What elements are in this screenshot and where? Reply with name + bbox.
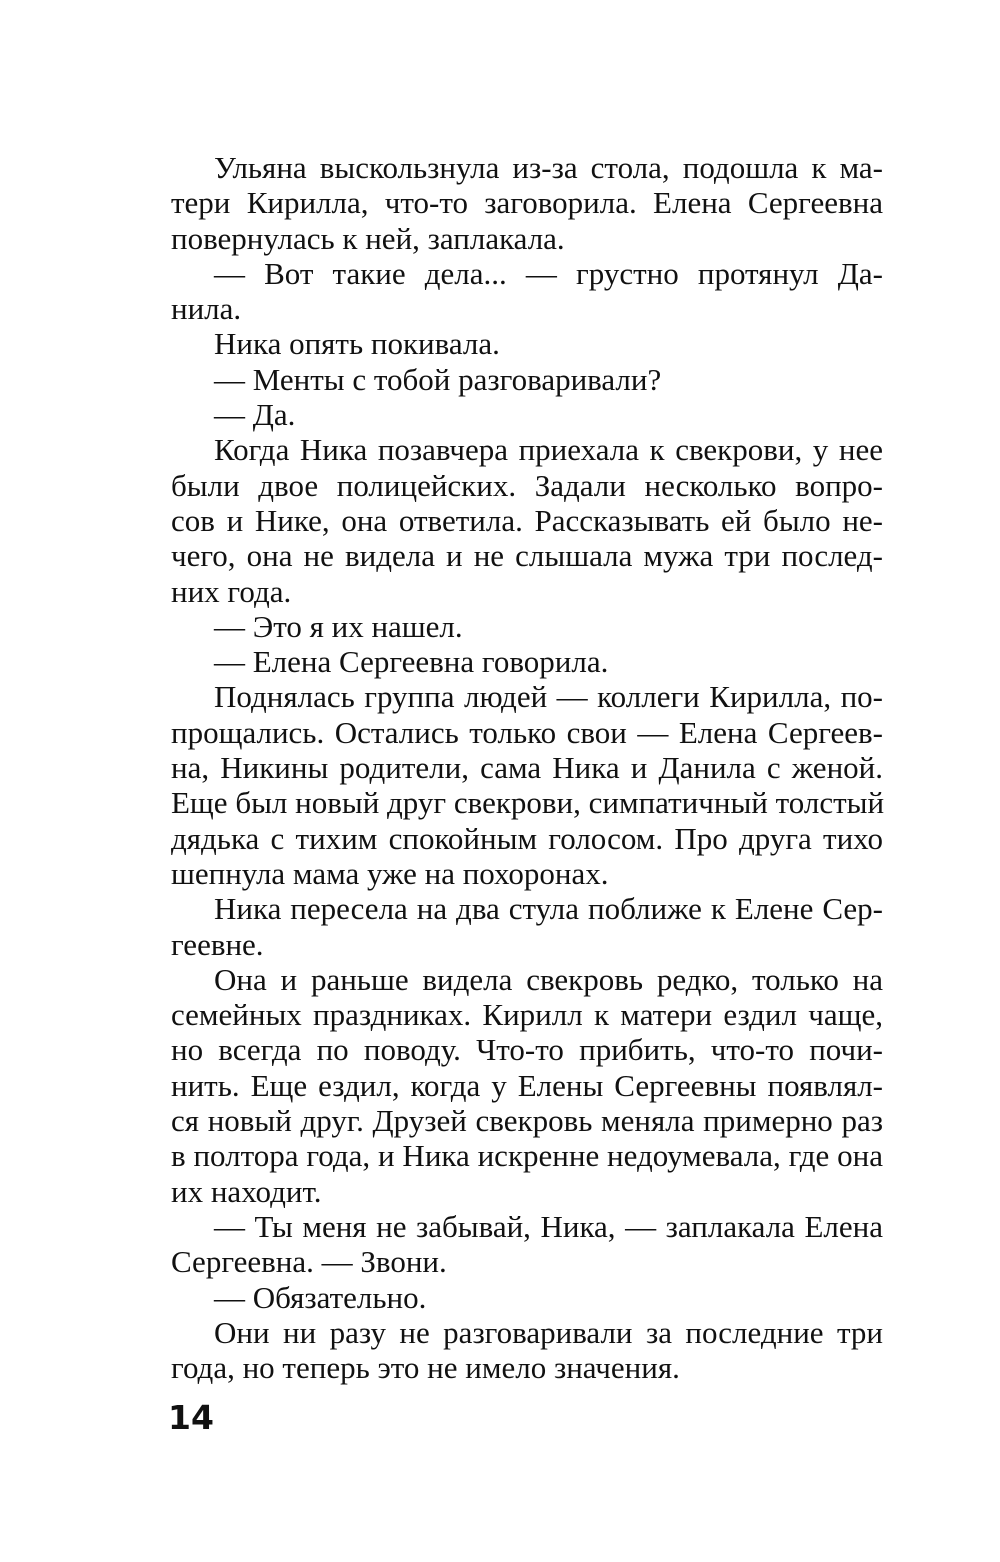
paragraph [171,1315,883,1386]
body-text [171,150,883,1385]
text-line: в полтора года, и Ника искренне недоумевала, где она [171,1138,883,1174]
paragraph [171,644,883,679]
text-line: нить. Еще ездил, когда у Елены Сергеевны появлял- [171,1067,883,1103]
text-line: — Обязательно. [214,1279,427,1315]
text-line: года, но теперь это не имело значения. [171,1350,680,1386]
paragraph [171,962,883,1209]
text-line: на, Никины родители, сама Ника и Данила с женой. [171,750,883,786]
text-line: Ника опять покивала. [214,326,500,362]
text-line: шепнула мама уже на похоронах. [171,855,609,891]
text-line: Поднялась группа людей — коллеги Кирилла, по- [214,679,883,715]
page-number: 14 [168,1398,214,1437]
paragraph [171,397,883,432]
text-line: дядька с тихим спокойным голосом. Про друга тихо [171,820,883,856]
text-line: нила. [171,291,242,327]
paragraph [171,150,883,256]
text-line: — Ты меня не забывай, Ника, — заплакала Елена [214,1208,883,1244]
text-line: их находит. [171,1173,322,1209]
text-line: тери Кирилла, что-то заговорила. Елена Сергеевна [171,185,883,221]
text-line: Сергеевна. — Звони. [171,1244,447,1280]
text-line: чего, она не видела и не слышала мужа три послед- [171,538,883,574]
text-line: были двое полицейских. Задали несколько вопро- [171,467,883,503]
paragraph [171,326,883,361]
paragraph [171,1209,883,1280]
text-line: них года. [171,573,292,609]
paragraph [171,891,883,962]
text-line: семейных праздниках. Кирилл к матери ездил чаще, [171,997,883,1033]
text-line: — Это я их нашел. [214,608,463,644]
paragraph [171,609,883,644]
text-line: Ника пересела на два стула поближе к Елене Сер- [214,891,883,927]
text-line: но всегда по поводу. Что-то прибить, что-то почи- [171,1032,883,1068]
paragraph [171,432,883,608]
text-line: геевне. [171,926,264,962]
text-line: — Елена Сергеевна говорила. [214,644,609,680]
text-line: — Менты с тобой разговаривали? [214,361,662,397]
text-line: Они ни разу не разговаривали за последние три [214,1314,883,1350]
paragraph [171,256,883,327]
text-line: ся новый друг. Друзей свекровь меняла примерно раз [171,1103,883,1139]
text-line: прощались. Остались только свои — Елена Сергеев- [171,714,883,750]
paragraph [171,362,883,397]
text-line: повернулась к ней, заплакала. [171,220,565,256]
text-line: сов и Нике, она ответила. Рассказывать ей было не- [171,502,883,538]
paragraph [171,1280,883,1315]
text-line: — Да. [214,397,296,433]
text-line: Она и раньше видела свекровь редко, только на [214,961,883,997]
text-line: Ульяна выскользнула из-за стола, подошла к ма- [214,150,883,185]
paragraph [171,679,883,891]
text-line: — Вот такие дела... — грустно протянул Да- [214,255,883,291]
text-line: Когда Ника позавчера приехала к свекрови, у нее [214,432,883,468]
text-line: Еще был новый друг свекрови, симпатичный толстый [171,785,885,821]
